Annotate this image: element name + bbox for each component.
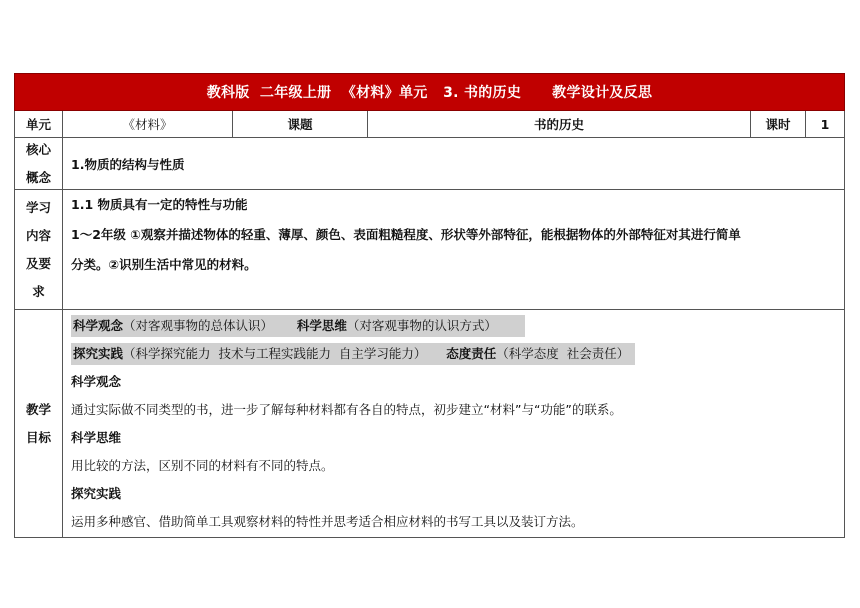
- highlight-row-2: [71, 340, 635, 368]
- hl-desc: （科学态度 社会责任）: [496, 346, 630, 361]
- highlight-box: [71, 315, 525, 337]
- goals-row: [14, 310, 845, 538]
- goals-label-line1: 教学: [25, 401, 51, 417]
- learning-row: [14, 190, 845, 310]
- section-text-science-concept: 通过实际做不同类型的书，进一步了解每种材料都有各自的特点，初步建立“材料”与“功能”的联系。: [71, 402, 622, 417]
- learning-label-line: 及要: [25, 255, 51, 271]
- core-concept-label-line1: 核心: [25, 141, 51, 157]
- hl-keyword: 探究实践: [73, 346, 124, 361]
- hl-desc: （对客观事物的总体认识）: [123, 318, 297, 333]
- core-concept-text: 1.物质的结构与性质: [71, 156, 185, 172]
- hours-label: 课时: [751, 111, 806, 137]
- hours-value: 1: [820, 116, 830, 132]
- core-concept-row: [14, 138, 845, 190]
- goals-label-line2: 目标: [25, 429, 51, 445]
- section-title-science-concept: 科学观念: [71, 374, 122, 389]
- learning-label-line: 内容: [25, 227, 51, 243]
- lesson-plan-table: [14, 73, 845, 538]
- core-concept-label: [15, 138, 63, 189]
- learning-line-1: 1.1 物质具有一定的特性与功能: [71, 197, 248, 212]
- topic-value: 书的历史: [368, 111, 751, 137]
- banner-title: 教科版 二年级上册 《材料》单元 3. 书的历史 教学设计及反思: [206, 85, 653, 101]
- learning-label-line: 求: [32, 283, 45, 299]
- section-text-science-thinking: 用比较的方法，区别不同的材料有不同的特点。: [71, 458, 334, 473]
- highlight-row-1: [71, 312, 525, 340]
- hl-keyword: 科学观念: [73, 318, 124, 333]
- goals-label: [15, 310, 63, 537]
- unit-label: 单元: [15, 111, 63, 137]
- title-banner: [14, 73, 845, 111]
- learning-line-3: 分类。②识别生活中常见的材料。: [71, 257, 257, 272]
- header-row: [14, 111, 845, 138]
- core-concept-label-line2: 概念: [25, 169, 51, 185]
- hl-keyword: 态度责任: [446, 346, 497, 361]
- highlight-box: [71, 343, 635, 365]
- hl-keyword: 科学思维: [296, 318, 347, 333]
- learning-line-2: 1～2年级 ①观察并描述物体的轻重、薄厚、颜色、表面粗糙程度、形状等外部特征，能根据物体的外部特征对其进行简单: [71, 227, 741, 242]
- core-concept-content: [63, 138, 844, 189]
- topic-label: 课题: [233, 111, 368, 137]
- section-text-inquiry-practice: 运用多种感官、借助简单工具观察材料的特性并思考适合相应材料的书写工具以及装订方法。: [71, 514, 584, 529]
- learning-content: [63, 190, 844, 309]
- hl-desc: （科学探究能力 技术与工程实践能力 自主学习能力）: [123, 346, 447, 361]
- hl-desc: （对客观事物的认识方式）: [346, 318, 497, 333]
- section-title-science-thinking: 科学思维: [71, 430, 122, 445]
- learning-label-line: 学习: [25, 199, 51, 215]
- unit-value: 《材料》: [63, 111, 233, 137]
- goals-content: [63, 310, 844, 537]
- section-title-inquiry-practice: 探究实践: [71, 486, 122, 501]
- learning-label: [15, 190, 63, 309]
